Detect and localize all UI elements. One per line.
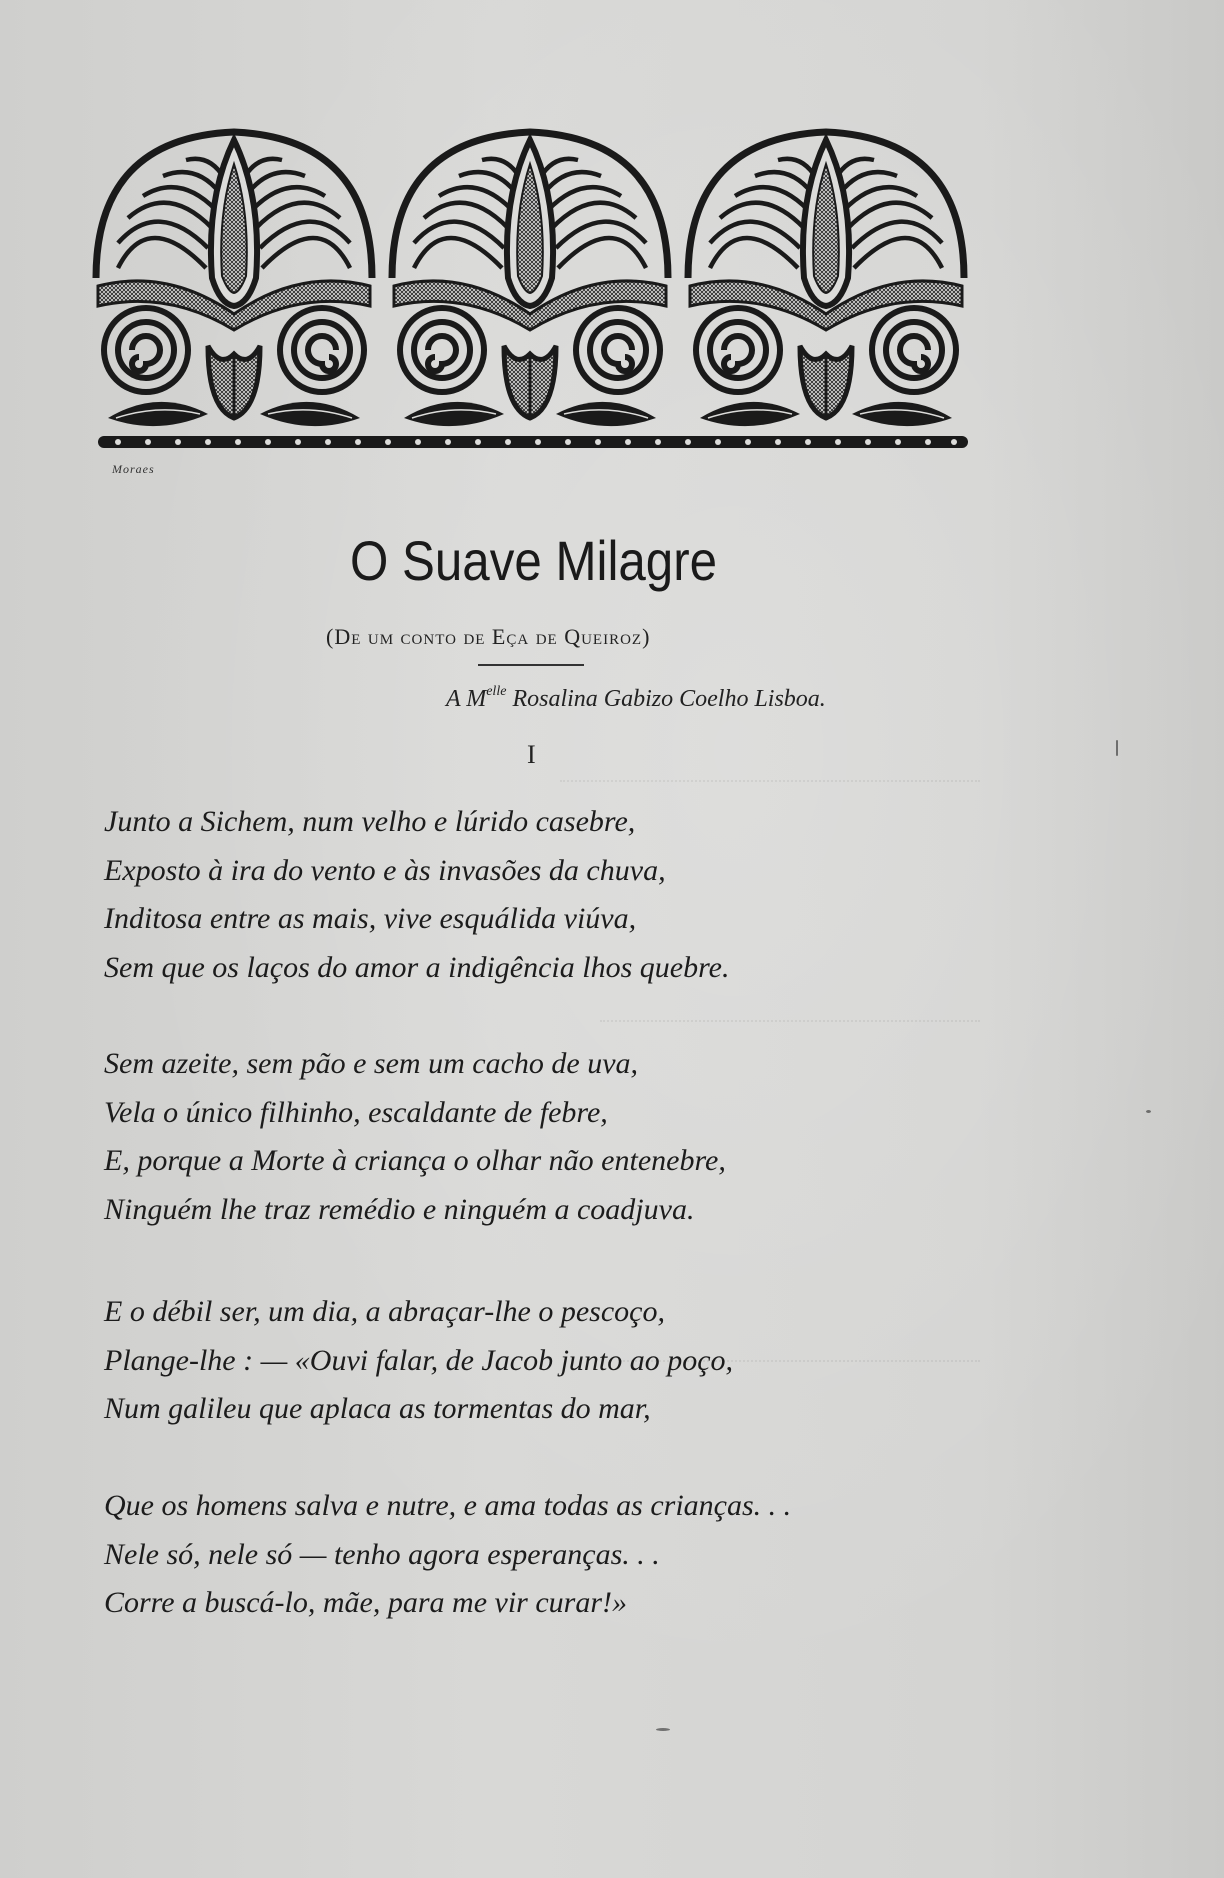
poem-line: Sem que os laços do amor a indigência lhos quebre. (104, 950, 730, 984)
page-title (64, 528, 1141, 593)
paper-speck (656, 1728, 670, 1731)
title-divider (478, 664, 584, 666)
dedication-name: Rosalina Gabizo Coelho Lisboa. (506, 686, 826, 712)
poem-line: Exposto à ira do vento e às invasões da chuva, (104, 853, 666, 887)
poem-line: E, porque a Morte à criança o olhar não entenebre, (104, 1144, 726, 1177)
poem-line: E o débil ser, um dia, a abraçar-lhe o pescoço, (104, 1295, 665, 1328)
poem-line: Junto a Sichem, num velho e lúrido casebre, (104, 805, 636, 838)
stanza-1 (104, 798, 729, 992)
poem-line: Sem azeite, sem pão e sem um cacho de uva, (104, 1047, 639, 1080)
dedication-superscript: elle (486, 684, 507, 699)
paper-speck (1116, 740, 1118, 756)
poem-line: Plange-lhe : — «Ouvi falar, de Jacob junto ao poço, (104, 1343, 734, 1377)
palmette-ornament (88, 118, 978, 478)
stanza-2 (104, 1040, 726, 1234)
page-title-text: O Suave Milagre (349, 529, 718, 592)
dedication-prefix: A M (446, 686, 487, 712)
dedication (446, 686, 826, 713)
poem-line: Vela o único filhinho, escaldante de febre, (104, 1095, 608, 1129)
poem-line: Ninguém lhe traz remédio e ninguém a coadjuva. (104, 1192, 695, 1226)
poem-line: Num galileu que aplaca as tormentas do mar, (104, 1392, 651, 1425)
poem-line: Nele só, nele só — tenho agora esperanças. . . (104, 1537, 660, 1571)
poem-line: Corre a buscá-lo, mãe, para me vir curar!» (104, 1586, 627, 1619)
paper-speck (1146, 1110, 1151, 1113)
artist-signature: Moraes (112, 462, 155, 476)
section-number: I (527, 740, 536, 769)
poem-line: Inditosa entre as mais, vive esquálida viúva, (104, 902, 637, 935)
stanza-4 (104, 1482, 791, 1628)
subtitle: (De um conto de Eça de Queiroz) (326, 624, 651, 649)
poem-line: Que os homens salva e nutre, e ama todas as crianças. . . (104, 1489, 792, 1522)
stanza-3 (104, 1288, 733, 1434)
